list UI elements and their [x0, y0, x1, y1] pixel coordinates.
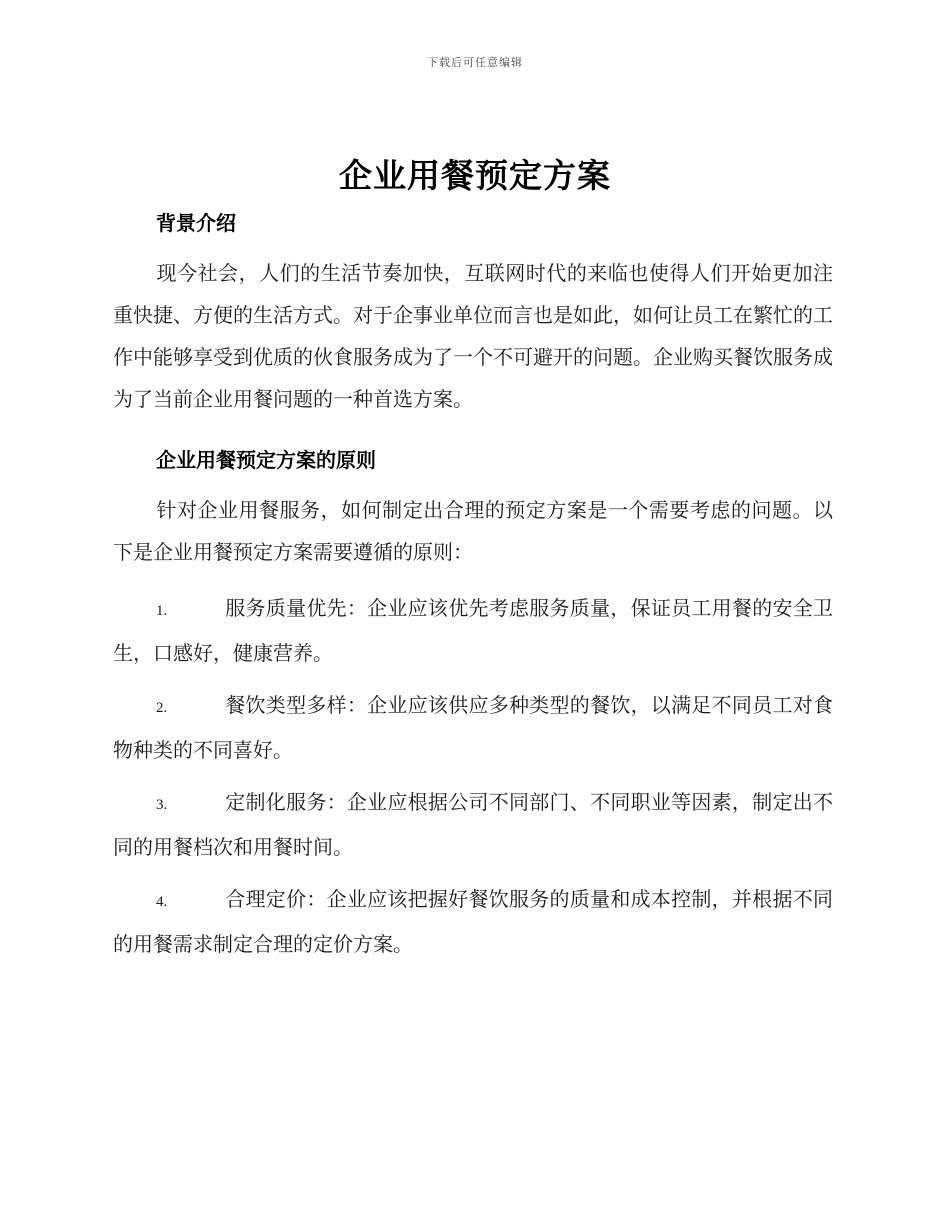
paragraph-principles-intro [113, 489, 833, 573]
paragraph-text: 针对企业用餐服务，如何制定出合理的预定方案是一个需要考虑的问题。以下是企业用餐预定方案需要遵循的原则： [113, 498, 833, 564]
list-item [113, 878, 833, 965]
list-item-text: 餐饮类型多样：企业应该供应多种类型的餐饮，以满足不同员工对食物种类的不同喜好。 [113, 693, 833, 762]
list-item-number: 2. [156, 700, 168, 716]
header-note: 下载后可任意编辑 [427, 56, 523, 69]
paragraph-background [113, 252, 833, 420]
list-item-number: 1. [156, 603, 168, 619]
list-item [113, 684, 833, 771]
list-item [113, 587, 833, 674]
list-item [113, 781, 833, 868]
paragraph-text: 现今社会，人们的生活节奏加快，互联网时代的来临也使得人们开始更加注重快捷、方便的生活方式。对于企事业单位而言也是如此，如何让员工在繁忙的工作中能够享受到优质的伙食服务成为了一个不可避开的问题。企业购买餐饮服务成为了当前企业用餐问题的一种首选方案。 [113, 261, 833, 411]
list-item-number: 4. [156, 894, 168, 910]
list-item-text: 服务质量优先：企业应该优先考虑服务质量，保证员工用餐的安全卫生，口感好，健康营养。 [113, 596, 833, 665]
list-item-text: 定制化服务：企业应根据公司不同部门、不同职业等因素，制定出不同的用餐档次和用餐时间。 [113, 790, 833, 859]
document-title: 企业用餐预定方案 [339, 156, 611, 195]
section-heading-principles: 企业用餐预定方案的原则 [156, 448, 376, 472]
list-item-text: 合理定价：企业应该把握好餐饮服务的质量和成本控制，并根据不同的用餐需求制定合理的定价方案。 [113, 887, 833, 956]
section-heading-background: 背景介绍 [156, 211, 236, 235]
list-item-number: 3. [156, 797, 168, 813]
